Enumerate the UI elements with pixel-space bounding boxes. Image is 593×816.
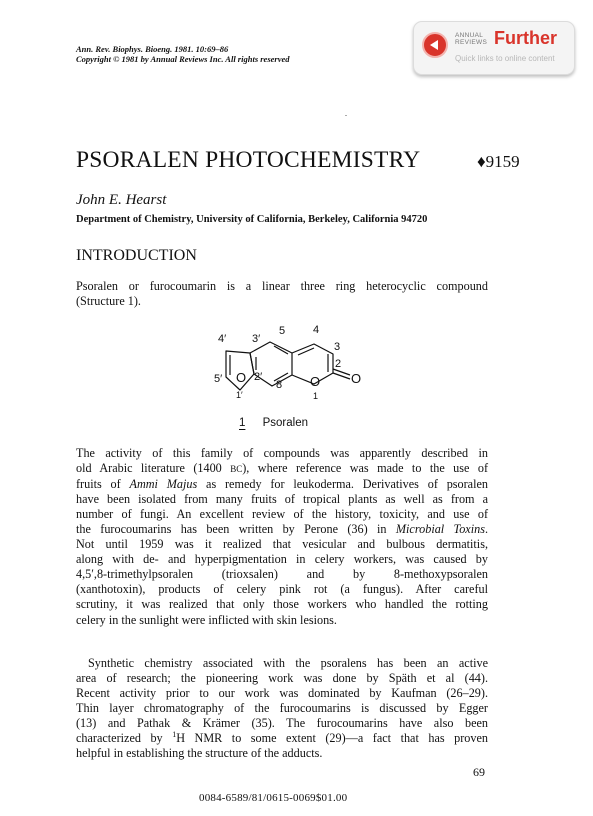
further-badge[interactable]	[413, 21, 575, 75]
citation-line-1: Ann. Rev. Biophys. Bioeng. 1981. 10:69–86	[76, 44, 229, 54]
label-2-prime: 2′	[254, 371, 263, 383]
label-oxygen-2: O	[310, 374, 321, 389]
text-line: Psoralen or furocoumarin is a linear three ring heterocyclic compound	[76, 279, 488, 293]
text-line: (Structure 1).	[76, 294, 141, 309]
text-line: (xanthotoxin), products of celery pink rot (a fungus). After careful	[76, 582, 488, 597]
author-affiliation: Department of Chemistry, University of California, Berkeley, California 94720	[76, 214, 428, 225]
label-3-prime: 3′	[252, 333, 261, 345]
text-line: Not until 1959 was it realized that vesicular and bulbous dermatitis,	[76, 537, 488, 552]
paragraph-intro	[76, 279, 488, 309]
structure-number: 1	[239, 417, 246, 429]
text-line: along with de- and hyperpigmentation in celery workers, was caused by	[76, 552, 488, 567]
structure-caption	[239, 417, 308, 429]
label-5-prime: 5′	[214, 373, 223, 385]
label-2: 2	[335, 358, 342, 370]
label-oxygen-1: O	[236, 370, 247, 385]
citation	[76, 44, 290, 64]
text-line: Thin layer chromatography of the furocoumarins is discussed by Egger	[76, 701, 488, 716]
label-3: 3	[334, 341, 341, 353]
speck	[345, 115, 347, 116]
page-number: 69	[473, 765, 485, 779]
author-name: John E. Hearst	[76, 192, 167, 208]
text-line: scrutiny, it was realized that only those workers who handled the rotting	[76, 597, 488, 612]
badge-tagline: Quick links to online content	[455, 54, 555, 63]
structure-name: Psoralen	[262, 417, 308, 429]
label-8: 8	[276, 379, 283, 391]
label-oxygen-3: O	[351, 371, 362, 386]
footer-code: 0084-6589/81/0615-0069$01.00	[199, 792, 348, 804]
further-wordmark: Further	[494, 28, 557, 48]
text-line: 4,5′,8-trimethylpsoralen (trioxsalen) and by 8-methoxypsoralen	[76, 567, 488, 582]
text-line: fruits of Ammi Majus as remedy for leukoderma. Derivatives of psoralen	[76, 477, 488, 492]
label-4-prime: 4′	[218, 333, 227, 345]
text-line: The activity of this family of compounds was apparently described in	[76, 446, 488, 460]
text-line: Recent activity prior to our work was dominated by Kaufman (26–29).	[76, 686, 488, 701]
text-line: the furocoumarins has been written by Perone (36) in Microbial Toxins.	[76, 522, 488, 537]
annual-reviews-label: ANNUAL REVIEWS	[455, 32, 488, 46]
label-1-prime: 1′	[236, 390, 243, 400]
arrow-left-icon	[422, 32, 448, 58]
article-title: PSORALEN PHOTOCHEMISTRY	[76, 147, 421, 173]
text-line: Synthetic chemistry associated with the psoralens has been an active	[88, 656, 488, 670]
text-line: number of fungi. An excellent review of the history, toxicity, and use of	[76, 507, 488, 522]
text-line: (13) and Pathak & Krämer (35). The furocoumarins have also been	[76, 716, 488, 731]
label-1: 1	[313, 391, 319, 401]
text-line: area of research; the pioneering work was done by Späth et al (44).	[76, 671, 488, 686]
citation-line-2: Copyright © 1981 by Annual Reviews Inc. All rights reserved	[76, 54, 290, 64]
paragraph-history	[76, 446, 488, 628]
label-5: 5	[279, 325, 286, 337]
text-line: celery in the sunlight were inflicted with skin lesions.	[76, 612, 337, 627]
text-line: characterized by $^1$H NMR to some extent (29)—a fact that has proven	[76, 730, 488, 746]
text-line: old Arabic literature (1400 BC), where reference was made to the use of	[76, 461, 489, 476]
article-number: ♦9159	[477, 152, 520, 171]
text-line: helpful in establishing the structure of the adducts.	[76, 746, 323, 761]
paragraph-synthesis	[76, 656, 488, 761]
section-heading: INTRODUCTION	[76, 247, 197, 264]
psoralen-structure	[200, 322, 370, 412]
label-4: 4	[313, 324, 320, 336]
text-line: have been isolated from many fruits of tropical plants as well as from a	[76, 492, 488, 507]
